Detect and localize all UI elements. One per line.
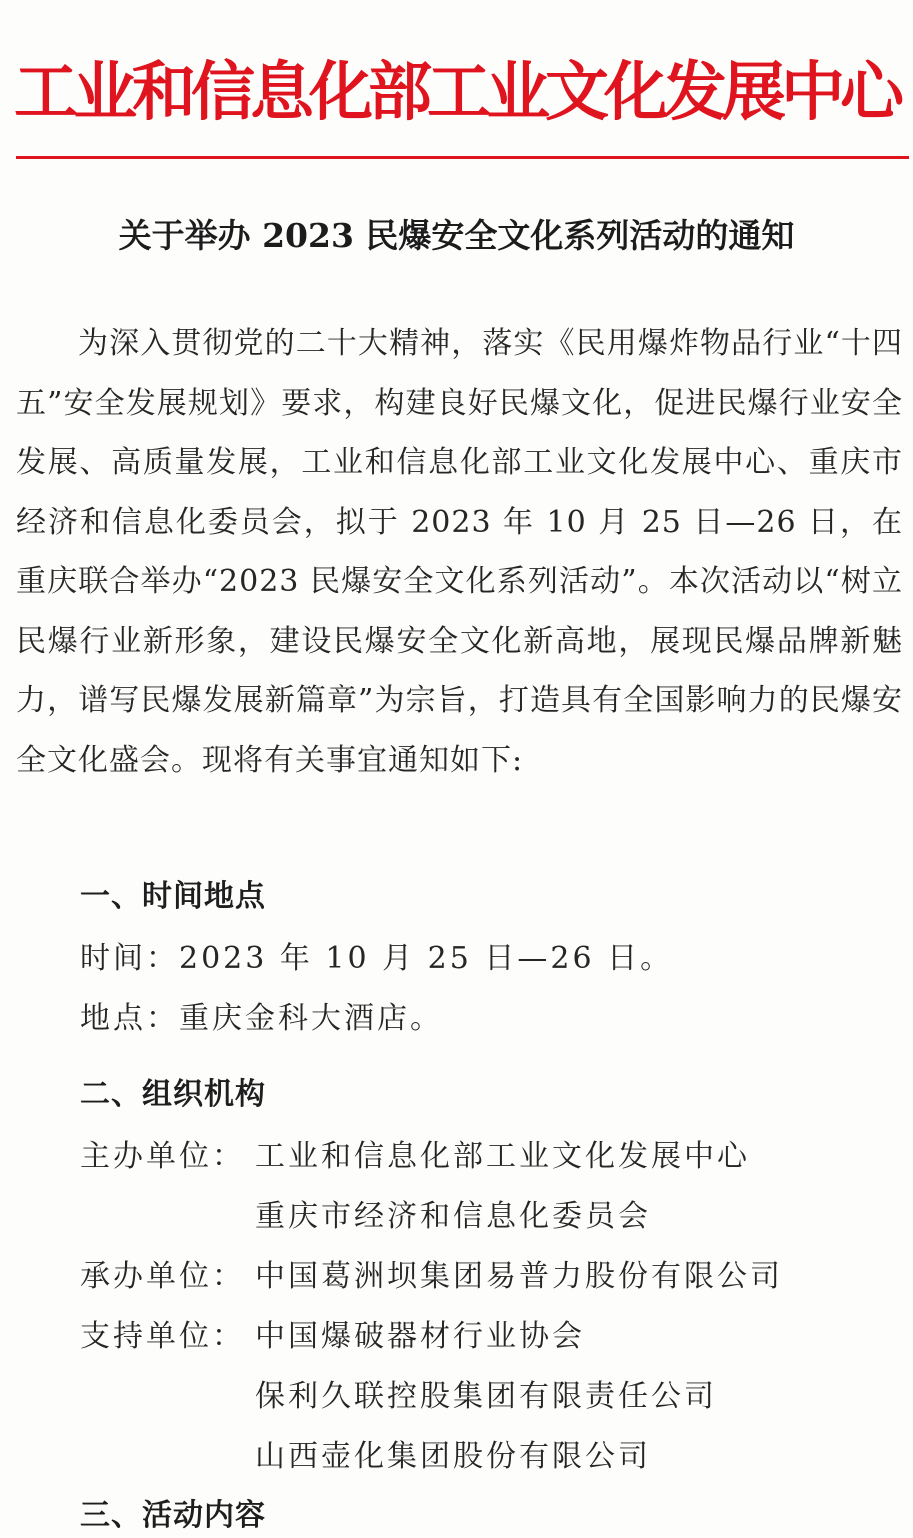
letterhead-org-name: 工业和信息化部工业文化发展中心 — [14, 55, 899, 130]
document-title: 关于举办 2023 民爆安全文化系列活动的通知 — [118, 216, 795, 255]
undertaker-item: 中国葛洲坝集团易普力股份有限公司 — [255, 1259, 783, 1294]
supporter-item: 中国爆破器材行业协会 — [255, 1319, 585, 1354]
support-label: 支持单位： — [80, 1319, 245, 1354]
supporter-item: 山西壶化集团股份有限公司 — [255, 1439, 651, 1474]
undertaker-label: 承办单位： — [80, 1259, 245, 1294]
supporter-item: 保利久联控股集团有限责任公司 — [255, 1379, 717, 1414]
section-heading-time-place: 一、时间地点 — [80, 879, 266, 914]
event-time: 时间：2023 年 10 月 25 日—26 日。 — [80, 941, 674, 976]
host-label: 主办单位： — [80, 1139, 245, 1174]
intro-paragraph: 为深入贯彻党的二十大精神，落实《民用爆炸物品行业“十四五”安全发展规划》要求，构建良好民爆文化，促进民爆行业安全发展、高质量发展，工业和信息化部工业文化发展中心、重庆市经济和信息化委员会，拟于 2023 年 10 月 25 日—26 日，在重庆联合举办“2023 民爆安全文化系列活动”。本次活动以“树立民爆行业新形象，建设民爆安全文化新高地，展现民爆品牌新魅力，谱写民爆发展新篇章”为宗旨，打造具有全国影响力的民爆安全文化盛会。现将有关事宜通知如下: — [16, 326, 903, 778]
host-item: 工业和信息化部工业文化发展中心 — [255, 1139, 750, 1174]
section-heading-activities: 三、活动内容 — [80, 1498, 266, 1533]
section-heading-organizers: 二、组织机构 — [80, 1077, 266, 1112]
event-place: 地点：重庆金科大酒店。 — [80, 1001, 443, 1036]
letterhead-red-rule — [16, 156, 909, 159]
host-item: 重庆市经济和信息化委员会 — [255, 1199, 651, 1234]
